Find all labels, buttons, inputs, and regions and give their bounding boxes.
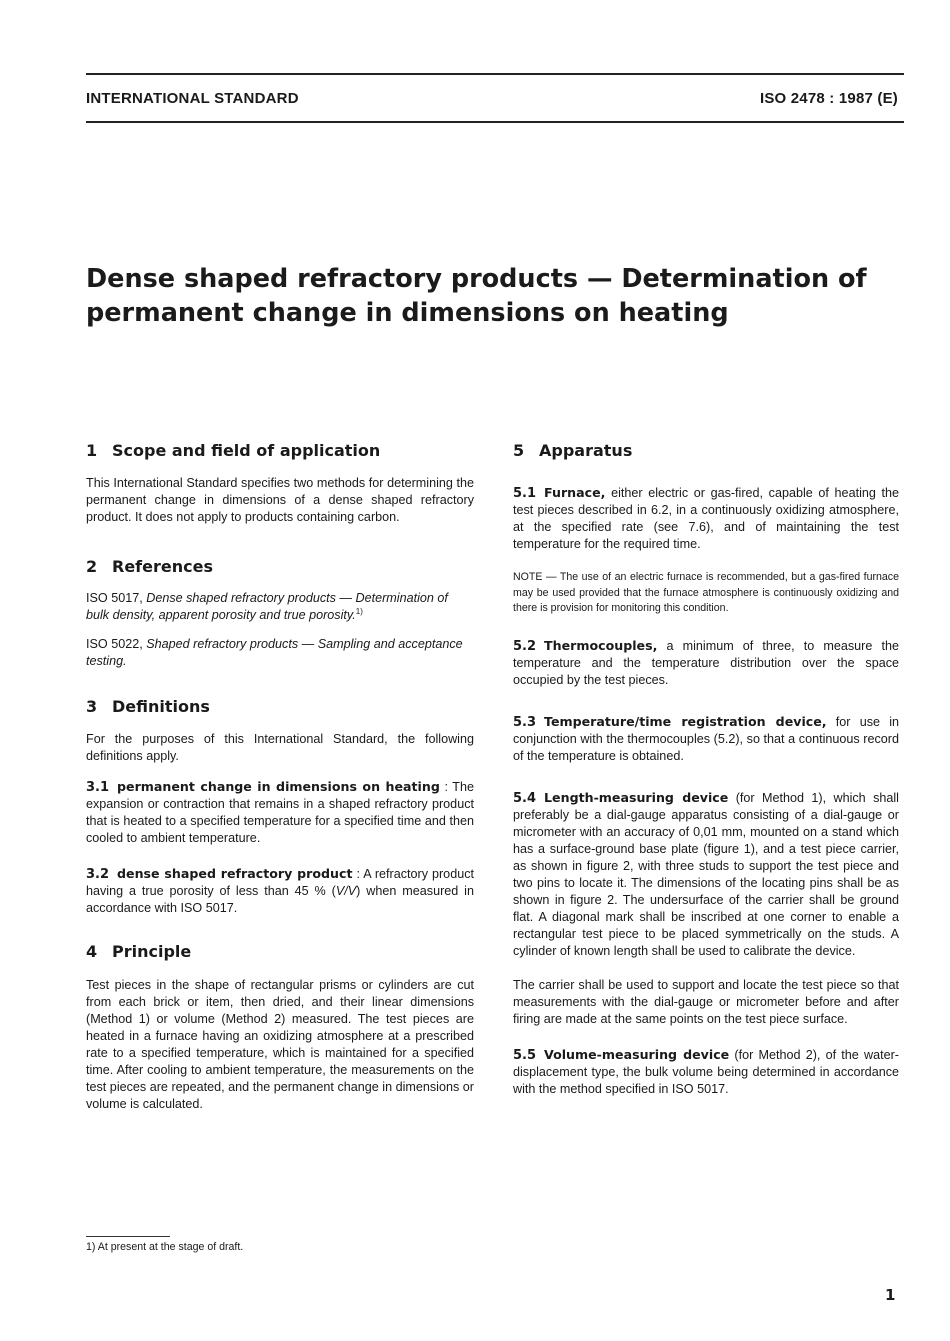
definition-number: 3.1 (86, 780, 110, 795)
section-principle (86, 941, 474, 1113)
definition-term: dense shaped refractory product (117, 866, 353, 881)
section-title: Scope and field of application (112, 441, 381, 460)
definitions-intro: For the purposes of this International Standard, the following definitions apply. (86, 732, 474, 763)
section-heading (86, 440, 474, 462)
scope-paragraph: This International Standard specifies two methods for determining the permanent change in dimensions of a dense shaped refractory product. It does not apply to products containing carbon. (86, 476, 474, 524)
clause-term: Temperature/time registration device, (544, 713, 827, 729)
clause-text: for use in conjunction with the thermocouples (5.2), so that a continuous record of the temperature is obtained. (513, 714, 900, 763)
clause-number: 5.3 (513, 714, 537, 730)
definition-item (86, 778, 474, 847)
header-bottom-rule (86, 121, 904, 123)
section-heading (86, 556, 474, 578)
apparatus-item-furnace (513, 484, 899, 553)
section-number: 2 (86, 557, 98, 576)
section-heading (86, 696, 474, 718)
clause-number: 5.4 (513, 790, 537, 806)
clause-text: (for Method 2), of the water-displacement type, the bulk volume being determined in accordance with the method specified in ISO 5017. (513, 1047, 899, 1096)
left-column (86, 440, 474, 1113)
definition-text: : A refractory product having a true porosity of less than 45 % ( (86, 867, 474, 898)
clause-term: Volume-measuring device (544, 1046, 730, 1062)
note-paragraph: NOTE — The use of an electric furnace is recommended, but a gas-fired furnace may be used provided that the furnace atmosphere is continuously oxidizing and there is provision for monitoring this condition. (513, 571, 899, 614)
reference-title: Shaped refractory products — Sampling and acceptance testing. (86, 637, 463, 668)
header-standard-number: ISO 2478 : 1987 (E) (759, 90, 898, 107)
clause-number: 5.1 (513, 486, 537, 501)
section-definitions (86, 696, 474, 917)
section-number: 4 (86, 942, 98, 961)
definition-symbol: V/V (335, 884, 357, 898)
carrier-paragraph: The carrier shall be used to support and locate the test piece so that measurements with the dial-gauge or micrometer before and after firing are made at the same points on the test piece surface. (513, 977, 899, 1026)
footnote-marker[interactable]: 1) (355, 606, 363, 616)
clause-text: (for Method 1), which shall preferably be a dial-gauge apparatus consisting of a dial-gauge or micrometer with an accuracy of 0,01 mm, mounted on a stand which has a surface-ground base plate (figure 1), and a test piece carrier, as shown in figure 2, with three studs to support the test piece and two pins to locate it. The dimensions of the locating pins shall be as shown in figure 2. The undersurface of the carrier shall be ground flat. A diagonal mark shall be inscribed at one corner to enable a rectangular test piece to be placed symmetrically on the studs. A cylinder of known length shall be used to calibrate the device. (513, 790, 899, 958)
clause-number: 5.5 (513, 1047, 537, 1063)
definition-number: 3.2 (86, 867, 110, 882)
reference-code: ISO 5022, (86, 637, 143, 651)
page-number: 1 (885, 1286, 896, 1304)
reference-title: Dense shaped refractory products — Determination of bulk density, apparent porosity and true porosity. (86, 591, 448, 622)
principle-paragraph: Test pieces in the shape of rectangular prisms or cylinders are cut from each brick or item, then dried, and their linear dimensions (Method 1) or volume (Method 2) measured. The test pieces are heated in a furnace having an oxidizing atmosphere at a prescribed rate to a specified temperature, which is maintained for a specified time. After cooling to ambient temperature, the measurements on the test pieces are repeated, and the permanent change in dimensions or volume is calculated. (86, 978, 474, 1111)
definition-item (86, 865, 474, 917)
section-title: Principle (112, 942, 192, 961)
definition-text-end: ) when measured in accordance with ISO 5017. (86, 884, 474, 915)
apparatus-item-registration-device (513, 713, 899, 765)
clause-term: Length-measuring device (544, 789, 729, 805)
section-heading (513, 440, 899, 462)
section-references (86, 556, 474, 670)
reference-item (86, 590, 474, 624)
section-title: References (112, 557, 213, 576)
footnote-rule (86, 1236, 170, 1237)
section-apparatus (513, 440, 899, 1098)
document-title: Dense shaped refractory products — Determination of permanent change in dimensions on heating (86, 264, 867, 328)
apparatus-item-thermocouples (513, 637, 899, 689)
section-title: Apparatus (539, 441, 633, 460)
section-number: 3 (86, 697, 98, 716)
clause-text: a minimum of three, to measure the temperature and the temperature distribution over the space occupied by the test pieces. (513, 638, 899, 687)
section-number: 5 (513, 441, 525, 460)
section-number: 1 (86, 441, 98, 460)
clause-text: either electric or gas-fired, capable of heating the test pieces described in 6.2, in a continuously oxidizing atmosphere, at the specified rate (see 7.6), and of maintaining the test temperature for the required time. (513, 486, 900, 551)
section-heading (86, 941, 474, 963)
reference-code: ISO 5017, (86, 591, 143, 605)
clause-number: 5.2 (513, 638, 537, 654)
header-document-type: INTERNATIONAL STANDARD (86, 90, 299, 107)
apparatus-item-length-device (513, 789, 899, 960)
definition-term: permanent change in dimensions on heating (117, 779, 440, 794)
clause-term: Thermocouples, (544, 637, 658, 653)
header-top-rule (86, 73, 904, 75)
definition-text: : The expansion or contraction that remains in a shaped refractory product that is heated to a specified temperature for a specified time and then cooled to ambient temperature. (86, 780, 474, 845)
apparatus-item-volume-device (513, 1046, 899, 1098)
clause-term: Furnace, (544, 485, 606, 500)
section-scope (86, 440, 474, 526)
reference-item (86, 636, 474, 670)
right-column (513, 440, 899, 1098)
section-title: Definitions (112, 697, 210, 716)
footnote: 1) At present at the stage of draft. (86, 1241, 244, 1253)
